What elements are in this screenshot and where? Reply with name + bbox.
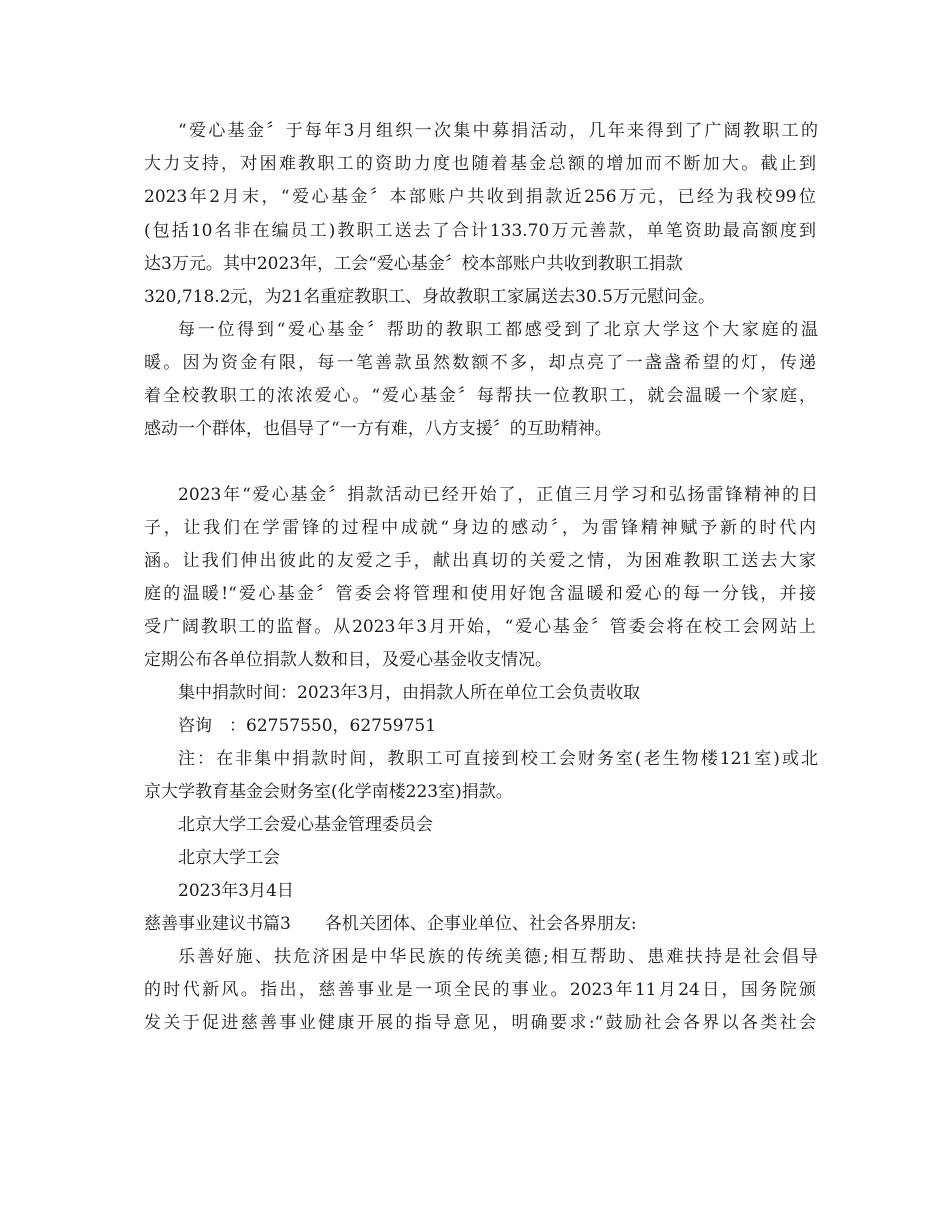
signature-date: 2023年3月4日	[178, 881, 294, 901]
paragraph-1-line: 大力支持，对困难教职工的资助力度也随着基金总额的增加而不断加大。截止到	[144, 154, 816, 174]
paragraph-2-line: 每一位得到“爱心基金〞帮助的教职工都感受到了北京大学这个大家庭的温	[178, 320, 818, 340]
signature-committee: 北京大学工会爱心基金管理委员会	[178, 815, 433, 835]
paragraph-3-line: 受广阔教职工的监督。从2023年3月开始，“爱心基金〞管委会将在校工会网站上	[144, 617, 816, 637]
signature-union: 北京大学工会	[178, 848, 280, 868]
section-3-line: 乐善好施、扶危济困是中华民族的传统美德;相互帮助、患难扶持是社会倡导	[178, 947, 818, 967]
paragraph-1-line: “爱心基金〞于每年3月组织一次集中募捐活动，几年来得到了广阔教职工的	[178, 121, 818, 141]
paragraph-1-line: 2023年2月末，“爱心基金〞本部账户共收到捐款近256万元，已经为我校99位	[144, 187, 816, 207]
paragraph-3-line: 涵。让我们伸出彼此的友爱之手，献出真切的关爱之情，为困难教职工送去大家	[144, 551, 816, 571]
paragraph-2-line: 暖。因为资金有限，每一笔善款虽然数额不多，却点亮了一盏盏希望的灯，传递	[144, 353, 816, 373]
section-3-line: 发关于促进慈善事业健康开展的指导意见，明确要求:“鼓励社会各界以各类社会	[144, 1013, 816, 1033]
paragraph-3-line: 子，让我们在学雷锋的过程中成就“身边的感动〞，为雷锋精神赋予新的时代内	[144, 518, 816, 538]
paragraph-1-line: 320,718.2元，为21名重症教职工、身故教职工家属送去30.5万元慰问金。	[144, 287, 716, 307]
note-line: 京大学教育基金会财务室(化学南楼223室)捐款。	[144, 782, 513, 802]
contact-phones: 咨询 ：62757550，62759751	[178, 716, 437, 736]
paragraph-3-line: 庭的温暖!“爱心基金〞管委会将管理和使用好饱含温暖和爱心的每一分钱，并接	[144, 584, 816, 604]
section-3-heading: 慈善事业建议书篇3 各机关团体、企事业单位、社会各界朋友:	[144, 914, 637, 934]
paragraph-2-line: 感动一个群体，也倡导了“一方有难，八方支援〞的互助精神。	[144, 419, 612, 439]
paragraph-3-line: 定期公布各单位捐款人数和目，及爱心基金收支情况。	[144, 650, 552, 670]
paragraph-1-line: (包括10名非在编员工)教职工送去了合计133.70万元善款，单笔资助最高额度到	[144, 221, 816, 241]
paragraph-2-line: 着全校教职工的浓浓爱心。“爱心基金〞每帮扶一位教职工，就会温暖一个家庭，	[144, 386, 816, 406]
paragraph-3-line: 2023年“爱心基金〞捐款活动已经开始了，正值三月学习和弘扬雷锋精神的日	[178, 485, 818, 505]
collection-time: 集中捐款时间：2023年3月，由捐款人所在单位工会负责收取	[178, 683, 641, 703]
section-3-line: 的时代新风。指出，慈善事业是一项全民的事业。2023年11月24日，国务院颁	[144, 980, 816, 1000]
note-line: 注：在非集中捐款时间，教职工可直接到校工会财务室(老生物楼121室)或北	[178, 749, 818, 769]
paragraph-1-line: 达3万元。其中2023年，工会“爱心基金〞校本部账户共收到教职工捐款	[144, 254, 683, 274]
